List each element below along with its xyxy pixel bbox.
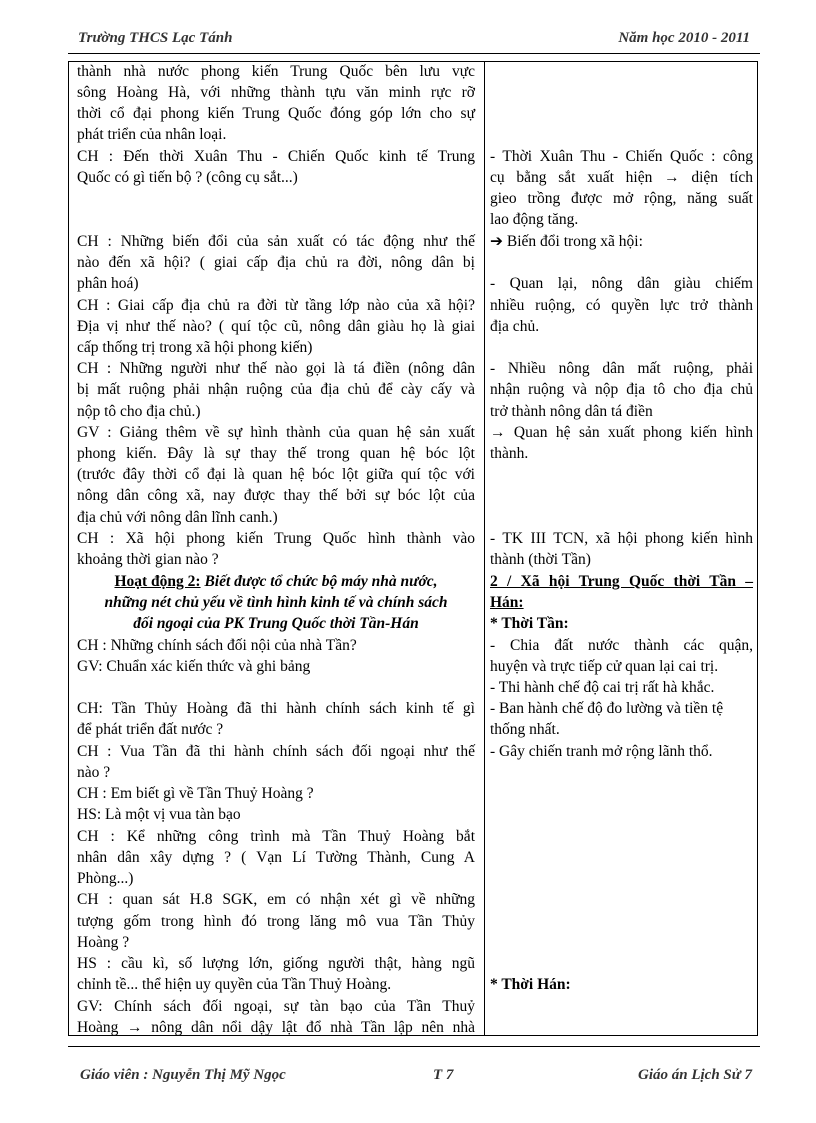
activity-line: CH : Những chính sách đối nội của nhà Tần? [77, 637, 357, 654]
content-line: gieo trồng được mở rộng, năng suất [490, 190, 753, 207]
activity-line: CH : Em biết gì về Tần Thuỷ Hoàng ? [77, 785, 314, 802]
content-line: - Thời Xuân Thu - Chiến Quốc : công [490, 148, 753, 165]
header-rule [68, 53, 760, 54]
activity-line: Quốc có gì tiến bộ ? (công cụ sắt...) [77, 169, 298, 186]
section-heading: 2 / Xã hội Trung Quốc thời Tần – [490, 573, 753, 590]
section-heading: Hán: [490, 594, 524, 611]
activity-line: Địa vị như thế nào? ( quí tộc cũ, nông dân giàu họ là giai [77, 318, 475, 335]
activity-line: khoảng thời gian nào ? [77, 551, 219, 568]
footer-subject: Giáo án Lịch Sử 7 [637, 1067, 752, 1083]
content-line: thành. [490, 445, 529, 462]
content-line: - Gây chiến tranh mở rộng lãnh thổ. [490, 743, 713, 760]
activity-line: CH : Những biến đổi của sản xuất có tác động như thế [77, 233, 475, 250]
header-school-year: Năm học 2010 - 2011 [618, 30, 750, 46]
activity-line: để phát triển đất nước ? [77, 721, 224, 738]
activity-line: phân hoá) [77, 275, 139, 292]
content-line: lao động tăng. [490, 211, 579, 228]
column-divider [484, 62, 485, 1035]
activity-line: GV: Chính sách đối ngoại, sự tàn bạo của Tần Thuỷ [77, 998, 475, 1015]
activity-line: thời cổ đại phong kiến Trung Quốc đóng góp lớn cho sự [77, 105, 475, 122]
content-line: thành (thời Tần) [490, 551, 591, 568]
activity-line: Phòng...) [77, 870, 134, 887]
activity-line: phong kiến. Đây là sự thay thế trong quan hệ bóc lột [77, 445, 475, 462]
subsection-heading: * Thời Tần: [490, 615, 569, 632]
activity-line: chỉnh tề... thể hiện uy quyền của Tần Thuỷ Hoàng. [77, 976, 392, 993]
activity-line: nông dân công xã, nay được thay thế bởi sự bóc lột của [77, 487, 475, 504]
activity-2-goal-line: đối ngoại của PK Trung Quốc thời Tần-Hán [133, 615, 419, 632]
activity-line: nộp tô cho địa chủ.) [77, 403, 201, 420]
activity-line: CH: Tần Thủy Hoàng đã thi hành chính sách kinh tế gì [77, 700, 475, 717]
activity-line: (trước đây thời cổ đại là quan hệ bóc lột giữa quí tộc với [77, 466, 475, 483]
header-school: Trường THCS Lạc Tánh [78, 30, 233, 46]
footer-rule [68, 1046, 760, 1047]
activity-line: CH : Xã hội phong kiến Trung Quốc hình thành vào [77, 530, 475, 547]
activity-line: nào đến xã hội? ( giai cấp địa chủ ra đời, nông dân bị [77, 254, 475, 271]
activity-line: GV: Chuẩn xác kiến thức và ghi bảng [77, 658, 311, 675]
content-line: - Nhiều nông dân mất ruộng, phải [490, 360, 753, 377]
activity-line: phát triển của nhân loại. [77, 126, 227, 143]
content-line: trở thành nông dân tá điền [490, 403, 653, 420]
activity-2-label: Hoạt động 2: [114, 573, 201, 590]
footer-page-number: T 7 [433, 1067, 454, 1083]
activity-2-goal-line: những nét chủ yếu về tình hình kinh tế và chính sách [104, 594, 448, 611]
activity-line: sông Hoàng Hà, với những thành tựu văn minh rực rỡ [77, 84, 475, 101]
activity-line: thành nhà nước phong kiến Trung Quốc bên lưu vực [77, 63, 475, 80]
content-line: → Quan hệ sản xuất phong kiến hình [490, 424, 753, 441]
activity-line: địa chủ với nông dân lĩnh canh.) [77, 509, 278, 526]
footer-teacher: Giáo viên : Nguyễn Thị Mỹ Ngọc [80, 1067, 286, 1083]
activity-line: CH : Kể những công trình mà Tần Thuỷ Hoàng bắt [77, 828, 475, 845]
content-line: cụ bằng sắt xuất hiện → diện tích [490, 169, 753, 186]
content-line: huyện và trực tiếp cử quan lại cai trị. [490, 658, 719, 675]
content-line: - Ban hành chế độ đo lường và tiền tệ [490, 700, 724, 717]
activity-line: tượng gốm trong hình đó trong lăng mô vua Tần Thủy [77, 913, 475, 930]
activity-line: bị mất ruộng phải nhận ruộng của địa chủ để cày cấy và [77, 381, 475, 398]
content-line: nhận ruộng và nộp địa tô cho địa chủ [490, 381, 753, 398]
content-line: - Quan lại, nông dân giàu chiếm [490, 275, 753, 292]
activity-line: nhân dân xây dựng ? ( Vạn Lí Tường Thành, Cung A [77, 849, 475, 866]
content-line: - Chia đất nước thành các quận, [490, 637, 753, 654]
lesson-table [68, 61, 758, 1036]
activity-line: CH : quan sát H.8 SGK, em có nhận xét gì về những [77, 891, 475, 908]
activity-line: HS: Là một vị vua tàn bạo [77, 806, 241, 823]
activity-line: CH : Vua Tần đã thi hành chính sách đối ngoại như thế [77, 743, 475, 760]
content-line: - TK III TCN, xã hội phong kiến hình [490, 530, 753, 547]
activity-line: CH : Đến thời Xuân Thu - Chiến Quốc kinh tế Trung [77, 148, 475, 165]
content-line: ➔ Biến đổi trong xã hội: [490, 233, 643, 250]
content-line: thống nhất. [490, 721, 560, 738]
subsection-heading: * Thời Hán: [490, 976, 571, 993]
content-line: địa chủ. [490, 318, 540, 335]
activity-2-goal: Biết được tổ chức bộ máy nhà nước, [200, 573, 438, 590]
activity-line: nào ? [77, 764, 111, 781]
content-line: nhiều ruộng, có quyền lực trở thành [490, 297, 753, 314]
activity-2-heading [77, 572, 475, 592]
activity-line: GV : Giảng thêm về sự hình thành của quan hệ sản xuất [77, 424, 475, 441]
activity-line: CH : Giai cấp địa chủ ra đời từ tầng lớp nào của xã hội? [77, 297, 475, 314]
activity-line: Hoàng ? [77, 934, 130, 951]
content-line: - Thi hành chế độ cai trị rất hà khắc. [490, 679, 715, 696]
activity-line: CH : Những người như thế nào gọi là tá điền (nông dân [77, 360, 475, 377]
activity-line: Hoàng → nông dân nổi dậy lật đổ nhà Tần lập nên nhà [77, 1019, 475, 1036]
activity-line: cấp thống trị trong xã hội phong kiến) [77, 339, 313, 356]
activity-line: HS : cầu kì, số lượng lớn, giống người thật, hàng ngũ [77, 955, 475, 972]
